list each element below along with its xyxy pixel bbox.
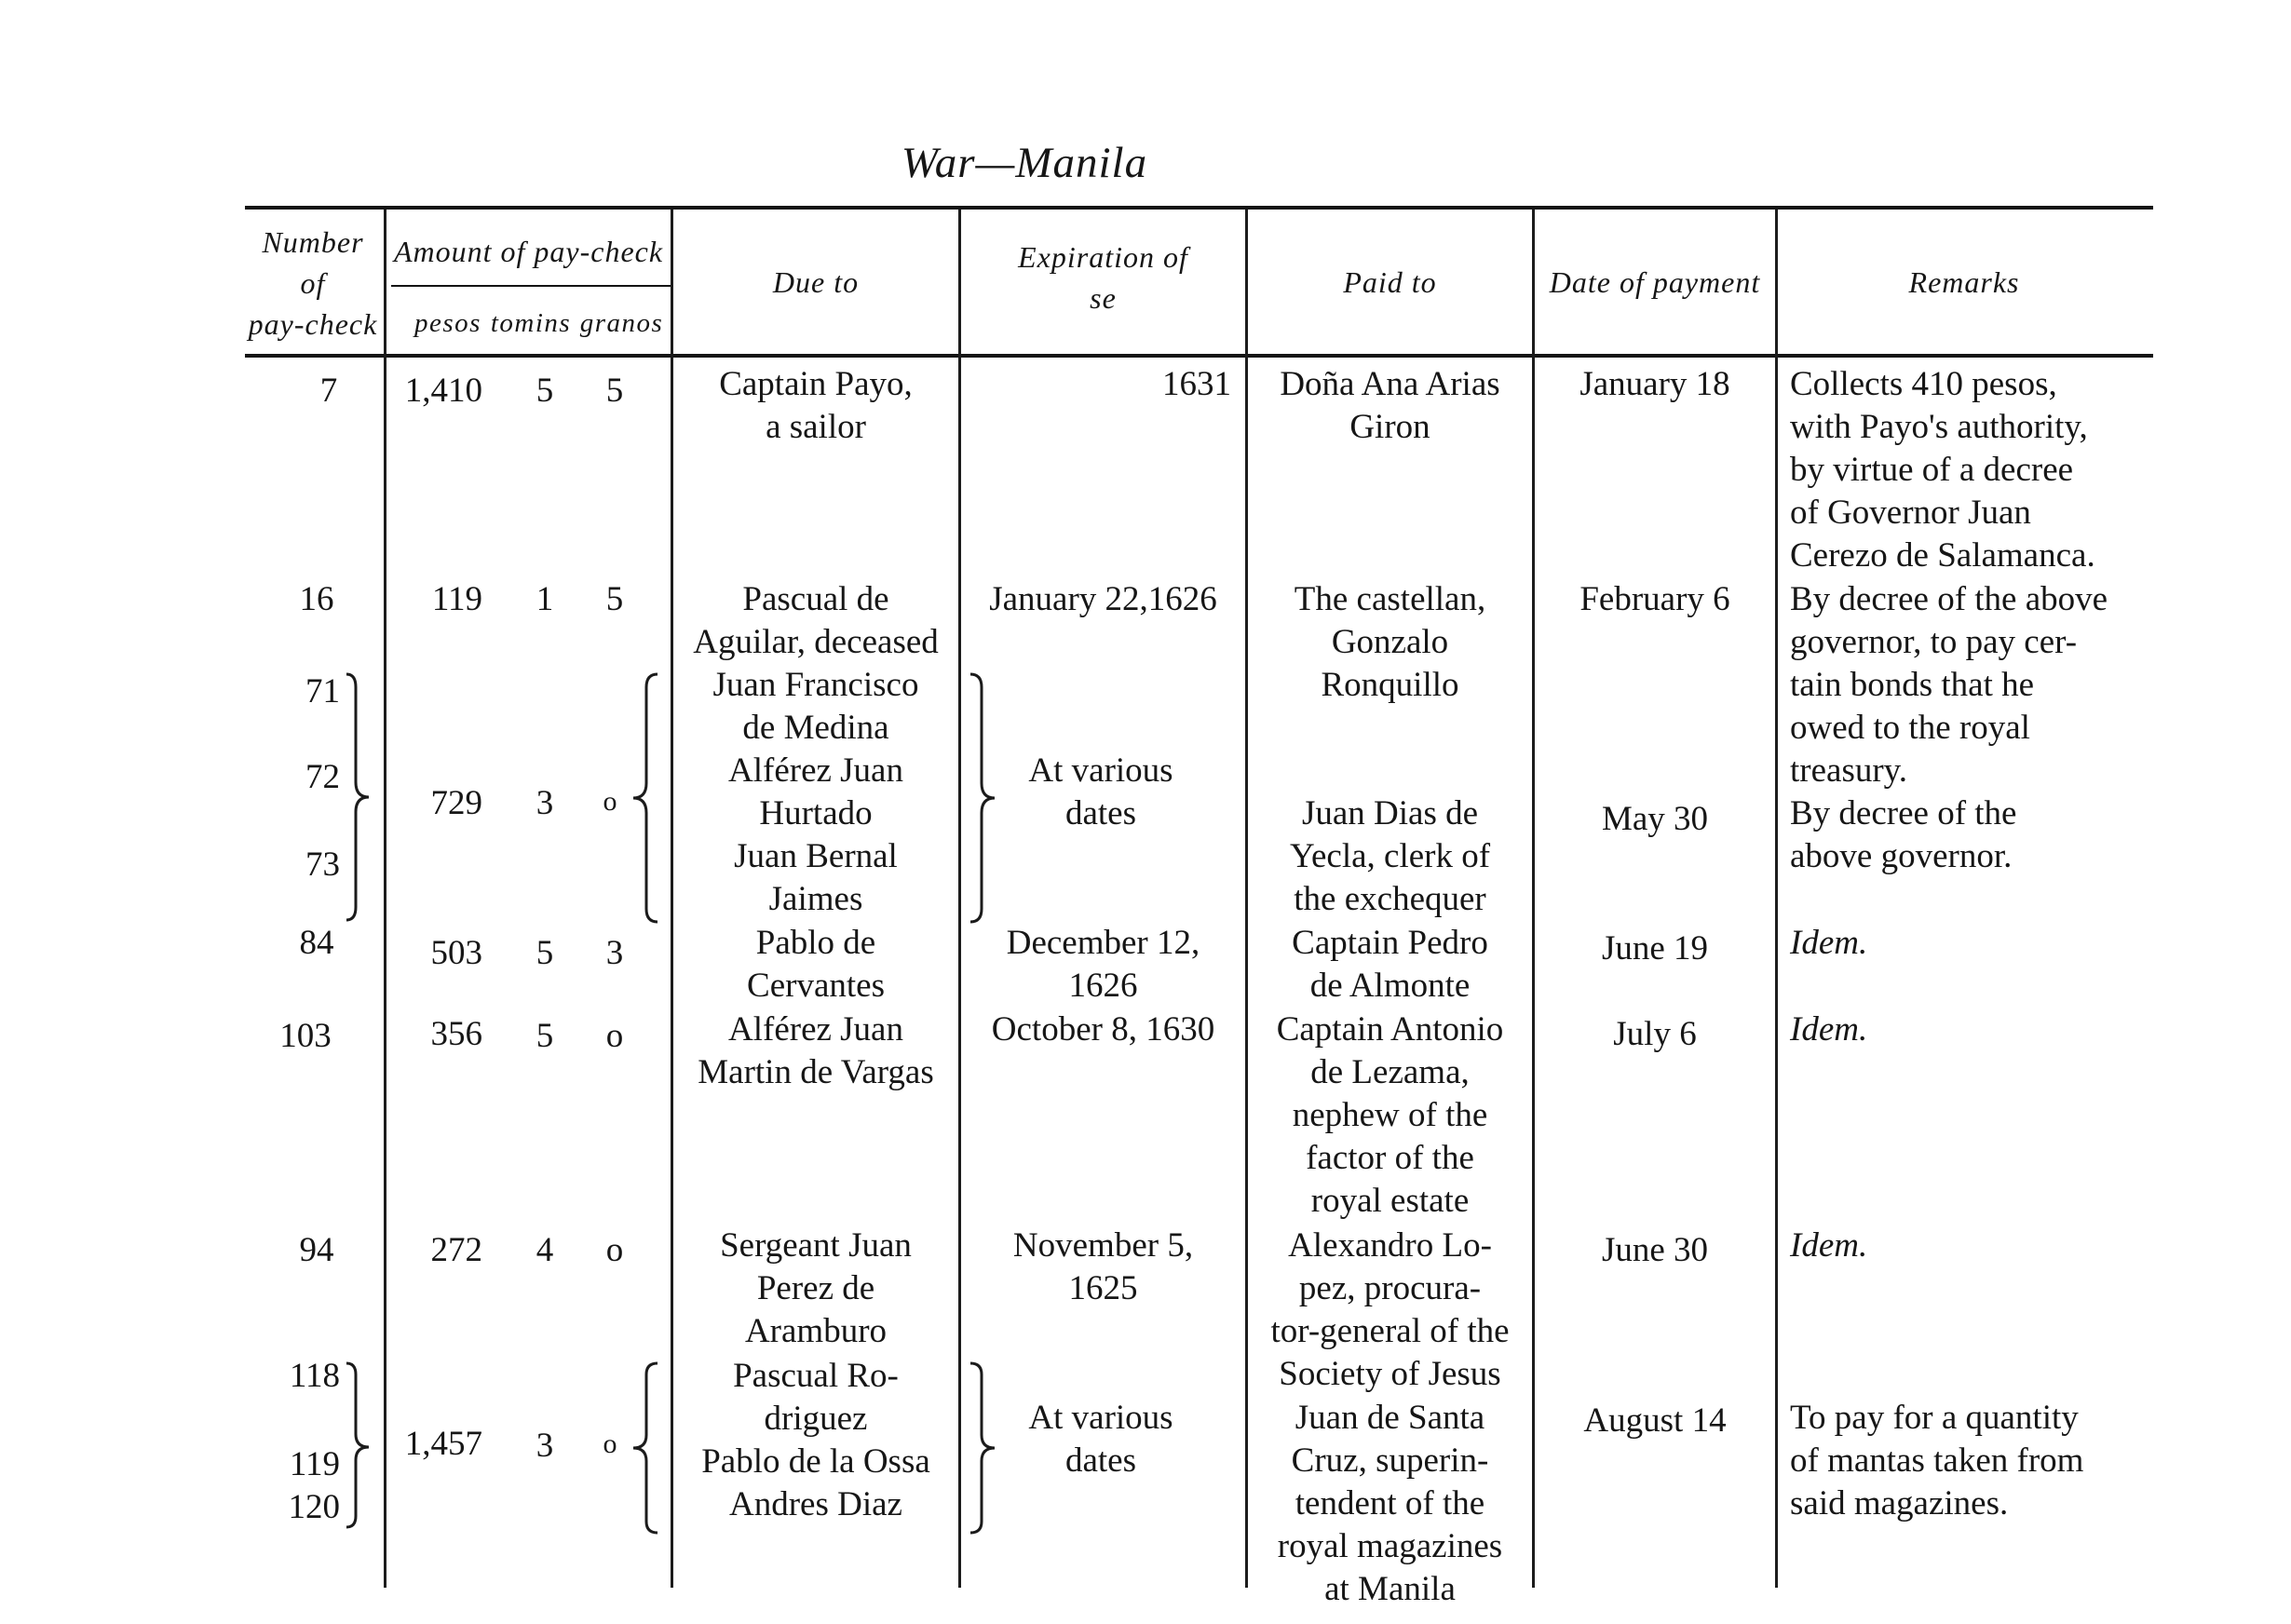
row-7-remarks-line-3: said magazines. <box>1790 1484 2009 1522</box>
row-2-remarks-line-2: governor, to pay cer- <box>1790 623 2078 661</box>
row-5-paid-to-line-1: Captain Antonio <box>1276 1010 1504 1049</box>
row-7-due-to-line-1: Pascual Ro- <box>733 1357 899 1395</box>
row-6-paid-to-line-1: Alexandro Lo- <box>1288 1226 1492 1265</box>
row-5-due-to <box>673 1008 958 1094</box>
row-2-remarks-line-5: treasury. <box>1790 751 1908 790</box>
row-4-expiration <box>961 922 1245 1008</box>
row-5-tomins: 5 <box>535 1017 554 1055</box>
header-granos: granos <box>579 308 664 338</box>
row-7-due-to-brace <box>630 1361 661 1535</box>
row-4-expiration-line-1: December 12, <box>1006 924 1200 962</box>
row-4-pesos: 503 <box>430 934 482 972</box>
row-7-due-to <box>673 1355 958 1526</box>
row-1-tomins: 5 <box>535 372 554 410</box>
header-due-to: Due to <box>772 265 860 299</box>
row-6-number: 94 <box>299 1231 334 1269</box>
row-3-due-to-brace <box>630 672 661 924</box>
row-4-number: 84 <box>299 924 334 962</box>
row-5-pesos: 356 <box>430 1015 482 1053</box>
row-7-number-2: 119 <box>289 1445 340 1483</box>
row-3-expiration-line-2: dates <box>1064 794 1137 832</box>
row-6-expiration-line-1: November 5, <box>1012 1226 1194 1265</box>
row-5-paid-to-line-5: royal estate <box>1310 1182 1470 1220</box>
row-1-number: 7 <box>319 372 338 410</box>
row-1-remarks-line-1: Collects 410 pesos, <box>1790 365 2057 403</box>
row-3-paid-to-line-2: Yecla, clerk of <box>1289 837 1491 875</box>
row-2-remarks-line-1: By decree of the above <box>1790 580 2108 618</box>
row-4-expiration-line-2: 1626 <box>1068 967 1138 1005</box>
header-amount: Amount of pay-check <box>393 235 664 268</box>
row-7-expiration-line-1: At various <box>1028 1399 1173 1437</box>
row-5-paid-to-line-2: de Lezama, <box>1310 1053 1470 1091</box>
row-7-pesos: 1,457 <box>404 1425 482 1463</box>
row-6-paid-to-line-2: pez, procura- <box>1298 1269 1482 1307</box>
row-3-paid-to-line-3: the exchequer <box>1294 880 1486 918</box>
row-5-granos: o <box>605 1017 624 1055</box>
row-3-expiration <box>989 750 1213 835</box>
row-3-due-to-line-3: Alférez Juan <box>728 751 903 790</box>
row-2-paid-to-line-2: Gonzalo <box>1331 623 1449 661</box>
row-4-date: June 19 <box>1601 929 1709 968</box>
header-bottom-rule <box>245 354 2153 358</box>
row-4-paid-to <box>1248 922 1532 1008</box>
row-6-tomins: 4 <box>535 1231 554 1269</box>
row-7-tomins: 3 <box>535 1427 554 1465</box>
header-expiration-line-1: Expiration of <box>1018 240 1188 274</box>
row-7-granos: o <box>603 1428 617 1459</box>
row-4-paid-to-line-1: Captain Pedro <box>1292 924 1488 962</box>
row-3-paid-to-line-1: Juan Dias de <box>1301 794 1479 832</box>
row-6-paid-to-line-3: tor-general of the <box>1270 1312 1510 1350</box>
row-3-number-3: 73 <box>305 846 340 884</box>
header-paid-to: Paid to <box>1343 265 1437 299</box>
row-2-due-to <box>673 578 958 664</box>
row-1-pesos: 1,410 <box>404 372 482 410</box>
row-3-number-1: 71 <box>305 672 340 710</box>
row-7-date: August 14 <box>1583 1401 1727 1440</box>
row-3-due-to-line-5: Juan Bernal <box>734 837 898 875</box>
row-6-paid-to-line-4: Society of Jesus <box>1279 1355 1501 1393</box>
row-5-date: July 6 <box>1613 1015 1697 1053</box>
row-2-remarks <box>1790 578 2151 792</box>
row-2-date: February 6 <box>1579 580 1730 618</box>
column-divider-6 <box>1775 210 1778 1588</box>
row-6-expiration-line-2: 1625 <box>1068 1269 1138 1307</box>
row-7-paid-to-line-1: Juan de Santa <box>1295 1399 1485 1437</box>
row-5-paid-to-line-4: factor of the <box>1306 1139 1474 1177</box>
row-3-number-brace <box>343 672 374 922</box>
row-6-due-to <box>673 1225 958 1353</box>
row-4-due-to-line-1: Pablo de <box>755 924 876 962</box>
row-7-paid-to-line-4: royal magazines <box>1277 1527 1503 1565</box>
row-7-number-1: 118 <box>289 1357 340 1395</box>
row-1-paid-to <box>1248 363 1532 449</box>
row-3-due-to <box>673 664 958 921</box>
row-7-remarks-line-1: To pay for a quantity <box>1790 1399 2079 1437</box>
row-2-number: 16 <box>299 580 334 618</box>
column-divider-3 <box>958 210 961 1588</box>
header-number <box>245 222 381 345</box>
header-number-line-3: pay-check <box>248 307 378 341</box>
row-5-remarks: Idem. <box>1790 1010 1868 1049</box>
column-divider-5 <box>1532 210 1535 1588</box>
row-2-due-to-line-2: Aguilar, deceased <box>693 623 939 661</box>
row-5-paid-to-line-3: nephew of the <box>1292 1096 1488 1134</box>
amount-subheader-rule <box>391 285 671 287</box>
row-5-due-to-line-1: Alférez Juan <box>728 1010 903 1049</box>
row-7-paid-to-line-5: at Manila <box>1324 1570 1456 1608</box>
row-4-remarks: Idem. <box>1790 924 1868 962</box>
row-6-due-to-line-3: Aramburo <box>744 1312 888 1350</box>
row-1-remarks-line-3: by virtue of a decree <box>1790 451 2074 489</box>
row-3-tomins: 3 <box>535 784 554 822</box>
row-2-paid-to <box>1248 578 1532 707</box>
row-6-expiration <box>961 1225 1245 1310</box>
header-pesos: pesos <box>414 308 481 338</box>
row-7-expiration <box>989 1397 1213 1482</box>
row-1-remarks-line-4: of Governor Juan <box>1790 494 2031 532</box>
row-1-due-to <box>673 363 958 449</box>
row-3-remarks-line-1: By decree of the <box>1790 794 2017 832</box>
header-number-line-1: Number <box>262 225 364 259</box>
row-3-due-to-line-4: Hurtado <box>759 794 873 832</box>
row-3-due-to-line-2: de Medina <box>742 709 889 747</box>
header-number-line-2: of <box>300 266 326 300</box>
row-1-due-to-line-2: a sailor <box>766 408 866 446</box>
table-top-rule <box>245 206 2153 210</box>
row-6-granos: o <box>605 1231 624 1269</box>
row-2-pesos: 119 <box>431 580 482 618</box>
row-3-expiration-line-1: At various <box>1028 751 1173 790</box>
row-7-due-to-line-4: Andres Diaz <box>729 1485 902 1523</box>
row-3-number-2: 72 <box>305 758 340 796</box>
header-tomins: tomins <box>490 308 572 338</box>
row-7-remarks <box>1790 1397 2151 1525</box>
row-5-expiration: October 8, 1630 <box>991 1010 1215 1049</box>
row-6-date: June 30 <box>1601 1231 1709 1269</box>
row-3-remarks-line-2: above governor. <box>1790 837 2013 875</box>
row-5-number: 103 <box>279 1017 332 1055</box>
row-3-granos: o <box>603 786 617 817</box>
row-7-paid-to-line-2: Cruz, superin- <box>1291 1441 1489 1480</box>
row-4-due-to-line-2: Cervantes <box>747 967 885 1005</box>
row-2-expiration: January 22,1626 <box>989 580 1217 618</box>
row-3-date: May 30 <box>1601 800 1709 838</box>
page-title: War—Manila <box>901 139 1148 187</box>
row-3-due-to-line-1: Juan Francisco <box>712 666 919 704</box>
row-1-due-to-line-1: Captain Payo, <box>719 365 913 403</box>
row-2-remarks-line-3: tain bonds that he <box>1790 666 2035 704</box>
row-6-remarks: Idem. <box>1790 1226 1868 1265</box>
row-6-pesos: 272 <box>430 1231 482 1269</box>
row-7-remarks-line-2: of mantas taken from <box>1790 1441 2084 1480</box>
header-expiration <box>961 237 1245 318</box>
row-7-number-3: 120 <box>288 1488 340 1526</box>
header-remarks: Remarks <box>1908 265 2020 299</box>
row-4-tomins: 5 <box>535 934 554 972</box>
row-1-remarks-line-2: with Payo's authority, <box>1790 408 2088 446</box>
row-1-paid-to-line-1: Doña Ana Arias <box>1280 365 1500 403</box>
row-7-paid-to-line-3: tendent of the <box>1295 1484 1485 1522</box>
header-expiration-line-2: se <box>1090 281 1117 315</box>
row-2-paid-to-line-1: The castellan, <box>1294 580 1486 618</box>
row-7-expiration-line-2: dates <box>1064 1441 1137 1480</box>
column-divider-1 <box>384 210 386 1588</box>
row-2-paid-to-line-3: Ronquillo <box>1321 666 1459 704</box>
row-4-granos: 3 <box>605 934 624 972</box>
row-1-remarks-line-5: Cerezo de Salamanca. <box>1790 536 2095 575</box>
row-4-due-to <box>673 922 958 1008</box>
row-6-paid-to <box>1248 1225 1532 1396</box>
row-7-due-to-line-2: driguez <box>764 1400 868 1438</box>
row-1-expiration: 1631 <box>1162 365 1231 403</box>
row-1-paid-to-line-2: Giron <box>1349 408 1430 446</box>
row-3-pesos: 729 <box>430 784 482 822</box>
header-date-of-payment: Date of payment <box>1549 265 1761 299</box>
row-7-paid-to <box>1248 1397 1532 1611</box>
row-4-paid-to-line-2: de Almonte <box>1309 967 1471 1005</box>
row-3-due-to-line-6: Jaimes <box>768 880 863 918</box>
row-7-number-brace <box>343 1361 374 1529</box>
row-6-due-to-line-2: Perez de <box>756 1269 875 1307</box>
row-7-due-to-line-3: Pablo de la Ossa <box>701 1442 930 1481</box>
row-1-date: January 18 <box>1579 365 1730 403</box>
row-5-due-to-line-2: Martin de Vargas <box>698 1053 934 1091</box>
row-6-due-to-line-1: Sergeant Juan <box>720 1226 912 1265</box>
row-2-remarks-line-4: owed to the royal <box>1790 709 2030 747</box>
row-1-remarks <box>1790 363 2151 577</box>
row-2-due-to-line-1: Pascual de <box>742 580 889 618</box>
row-3-paid-to <box>1248 792 1532 921</box>
row-2-tomins: 1 <box>535 580 554 618</box>
row-5-paid-to <box>1248 1008 1532 1223</box>
row-3-remarks <box>1790 792 2151 878</box>
row-1-granos: 5 <box>605 372 624 410</box>
row-2-granos: 5 <box>605 580 624 618</box>
